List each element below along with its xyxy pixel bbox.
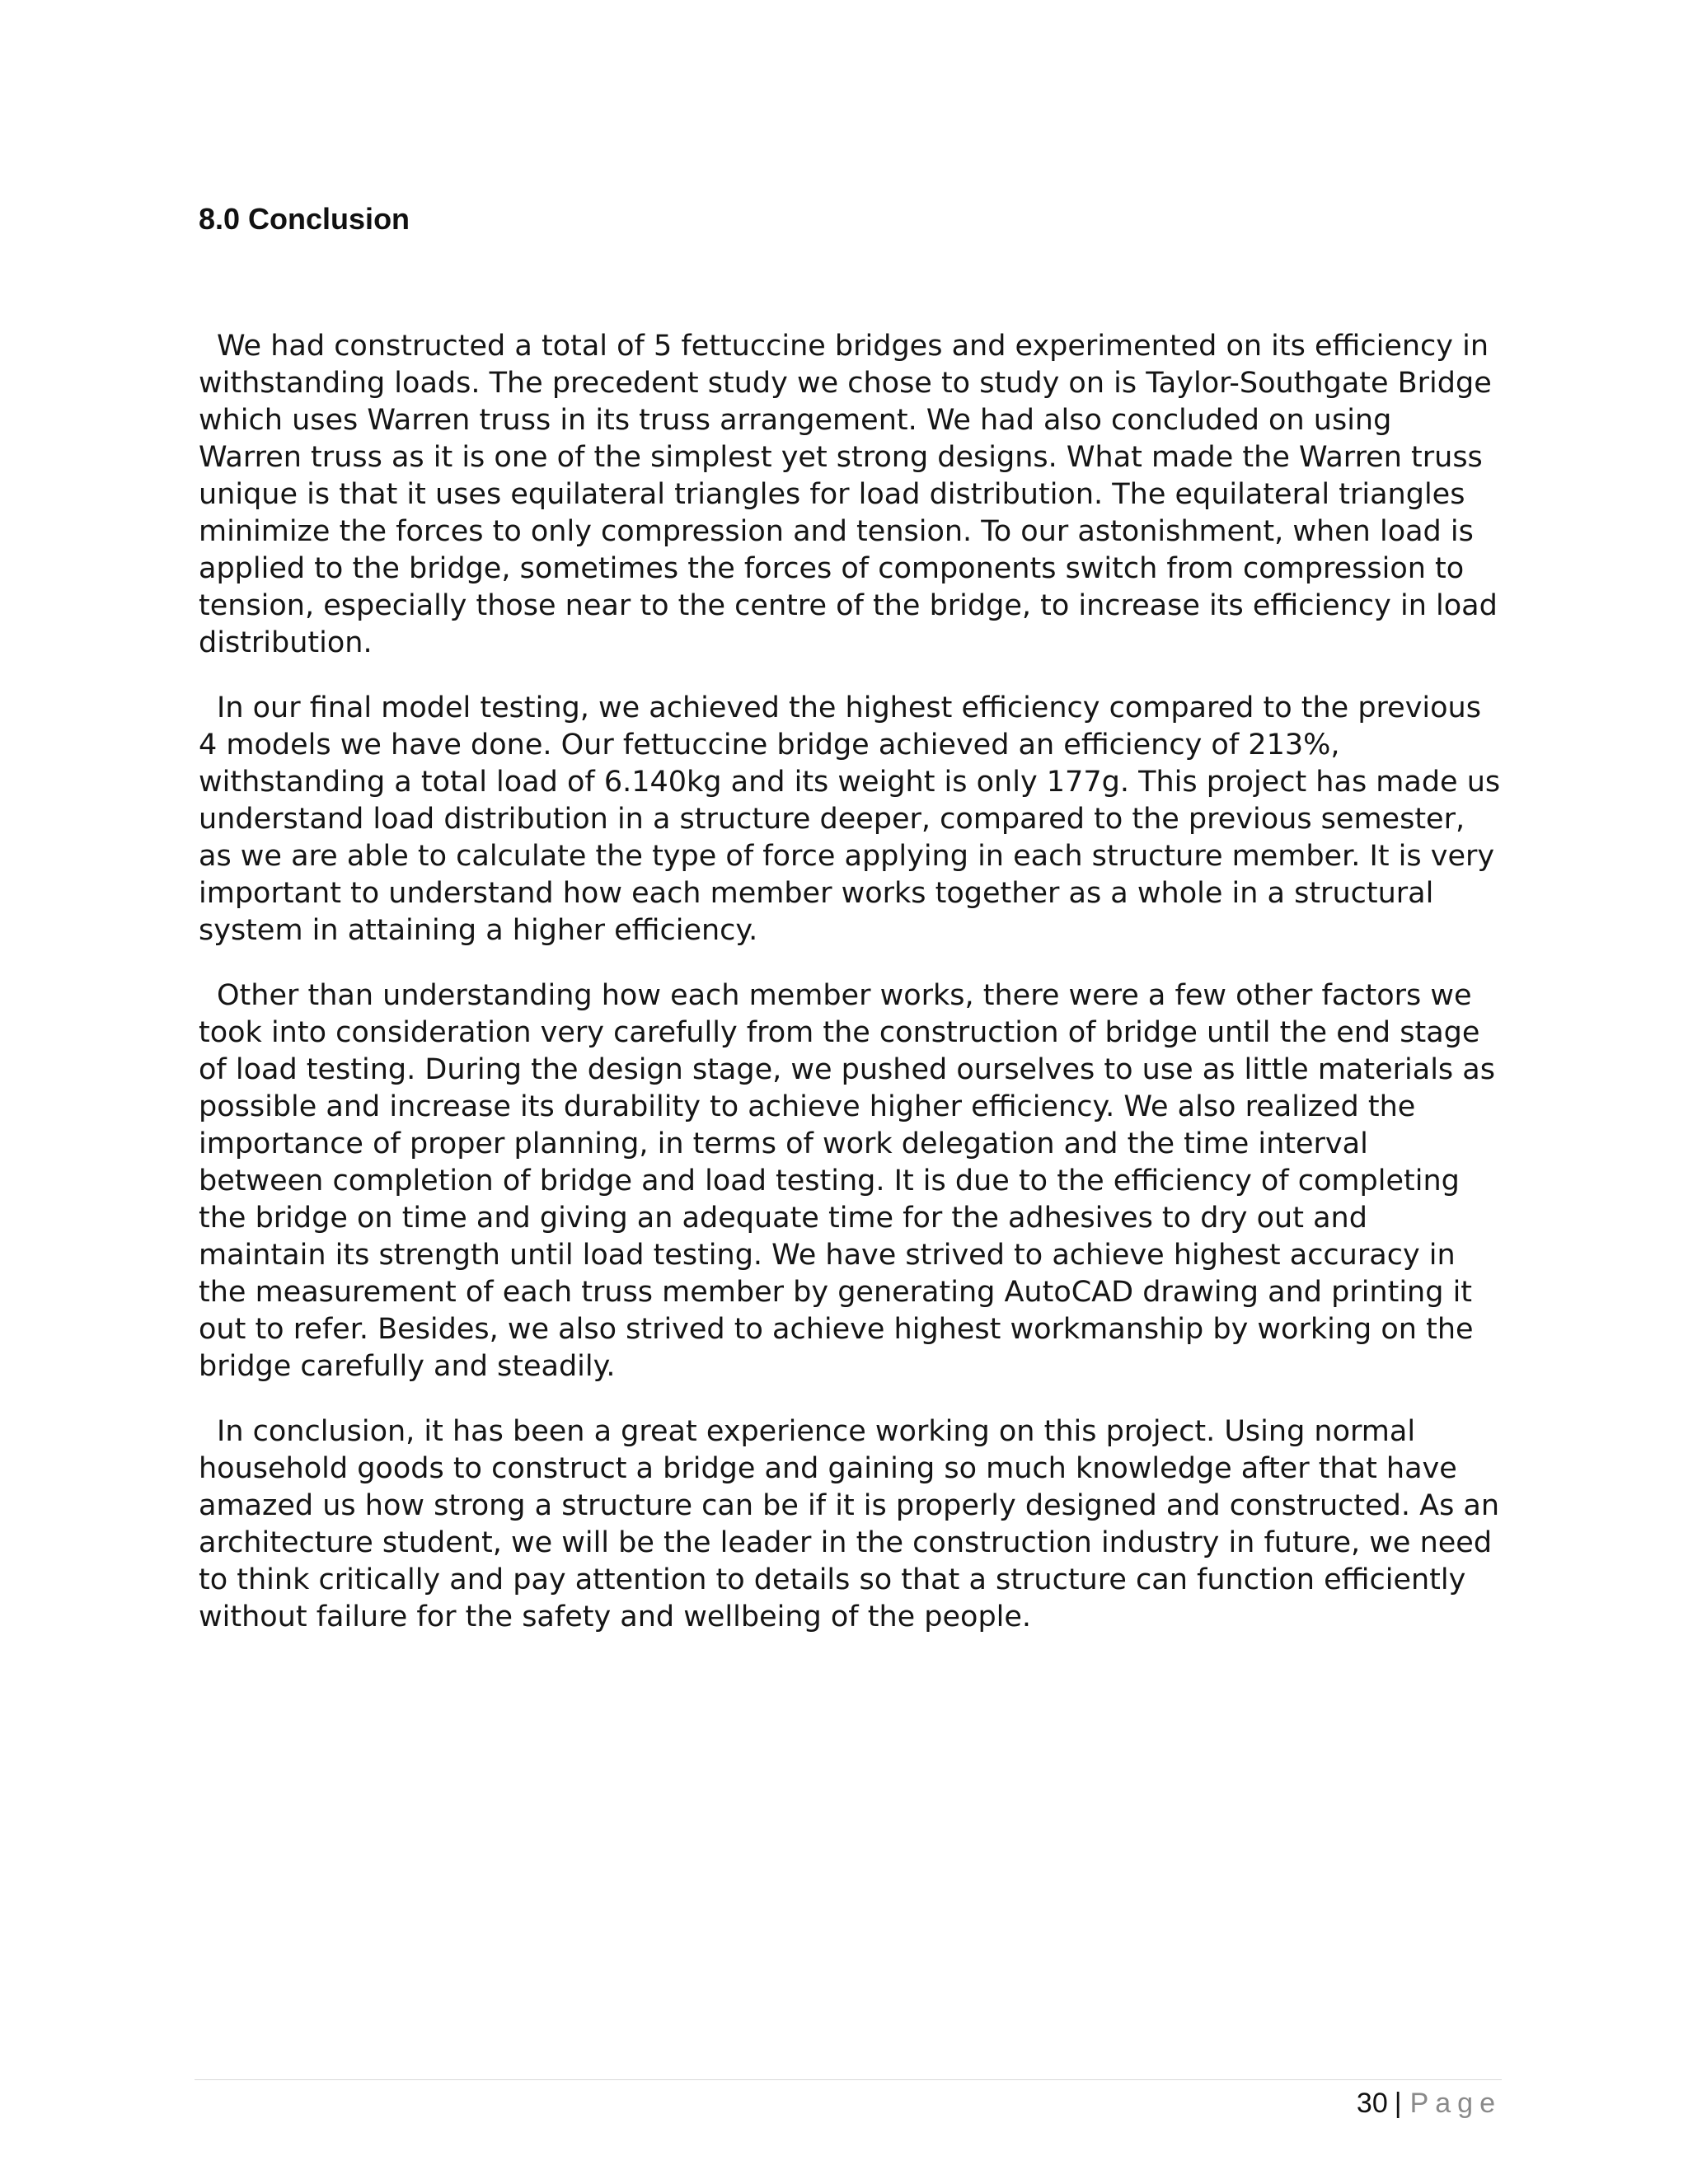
page-footer xyxy=(1357,2080,1502,2126)
section-heading: 8.0 Conclusion xyxy=(199,202,410,236)
body-text xyxy=(199,328,1501,1664)
paragraph-summary: We had constructed a total of 5 fettuccine bridges and experimented on its efficiency in withstanding loads. The precedent study we chose to study on is Taylor-Southgate Bridge which uses Warren truss in its truss arrangement. We had also concluded on using Warren truss as it is one of the simplest yet strong designs. What made the Warren truss unique is that it uses equilateral triangles for load distribution. The equilateral triangles minimize the forces to only compression and tension. To our astonishment, when load is applied to the bridge, sometimes the forces of components switch from compression to tension, especially those near to the centre of the bridge, to increase its efficiency in load distribution. xyxy=(199,330,1498,659)
paragraph-final-model-testing: In our final model testing, we achieved the highest efficiency compared to the previous 4 models we have done. Our fettuccine bridge achieved an efficiency of 213%, withstanding a total load of 6.140kg and its weight is only 177g. This project has made us understand load distribution in a structure deeper, compared to the previous semester, as we are able to calculate the type of force applying in each structure member. It is very important to understand how each member works together as a whole in a structural system in attaining a higher efficiency. xyxy=(199,691,1501,947)
page-number: 30 xyxy=(1356,2088,1388,2119)
page-label: Page xyxy=(1409,2088,1502,2119)
paragraph-other-factors: Other than understanding how each member works, there were a few other factors we took into consideration very carefully from the construction of bridge until the end stage of load testing. During the design stage, we pushed ourselves to use as little materials as possible and increase its durability to achieve higher efficiency. We also realized the importance of proper planning, in terms of work delegation and the time interval between completion of bridge and load testing. It is due to the efficiency of completing the bridge on time and giving an adequate time for the adhesives to dry out and maintain its strength until load testing. We have strived to achieve highest accuracy in the measurement of each truss member by generating AutoCAD drawing and printing it out to refer. Besides, we also strived to achieve highest workmanship by working on the bridge carefully and steadily. xyxy=(199,979,1495,1383)
footer-divider xyxy=(195,2079,1502,2080)
footer-separator: | xyxy=(1394,2088,1402,2119)
paragraph-final-conclusion: In conclusion, it has been a great experience working on this project. Using normal household goods to construct a bridge and gaining so much knowledge after that have amazed us how strong a structure can be if it is properly designed and constructed. As an architecture student, we will be the leader in the construction industry in future, we need to think critically and pay attention to details so that a structure can function efficiently without failure for the safety and wellbeing of the people. xyxy=(199,1415,1500,1633)
